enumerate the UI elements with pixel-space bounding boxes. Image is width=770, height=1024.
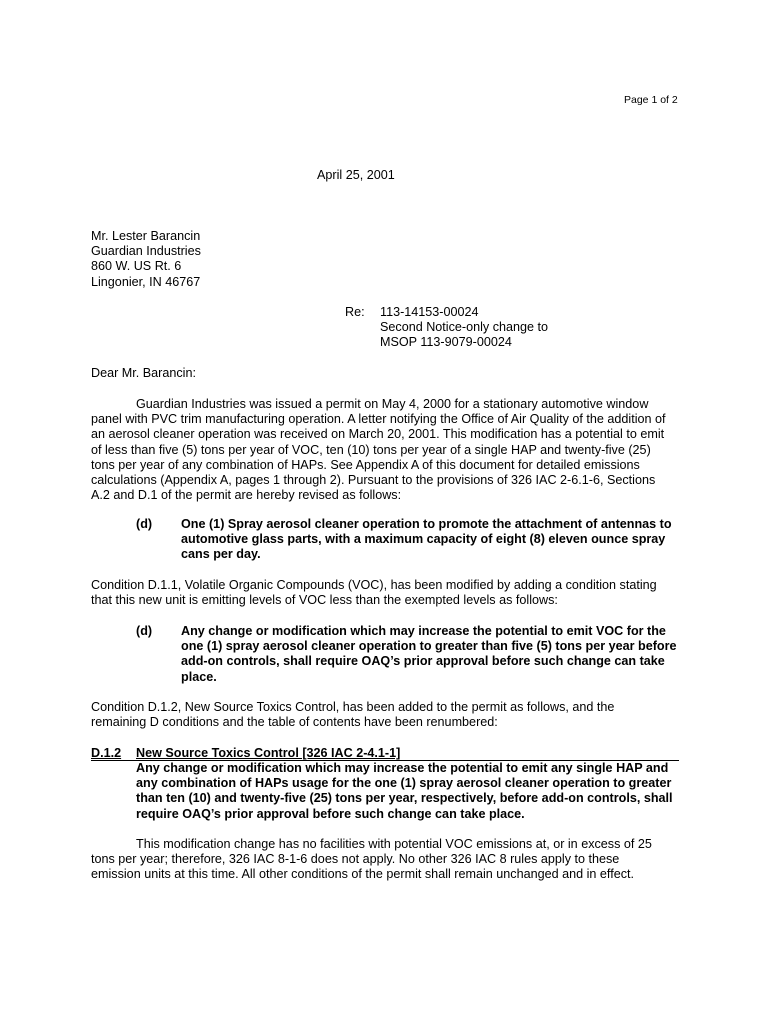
paragraph-line: remaining D conditions and the table of contents have been renumbered: [91,715,498,730]
paragraph-line: panel with PVC trim manufacturing operation. A letter notifying the Office of Air Quality of the addition of [91,412,666,427]
paragraph-line: calculations (Appendix A, pages 1 through 2). Pursuant to the provisions of 326 IAC 2-6.1-6, Sections [91,473,656,488]
paragraph-line: Guardian Industries was issued a permit on May 4, 2000 for a stationary automotive window [136,397,649,411]
re-label: Re: [345,305,365,319]
paragraph-line: of less than five (5) tons per year of VOC, ten (10) tons per year of a single HAP and twenty-five (25) [91,442,651,457]
condition-text [136,761,673,822]
paragraph-line: tons per year; therefore, 326 IAC 8-1-6 does not apply. No other 326 IAC 8 rules apply to these [91,852,620,867]
condition-line: Any change or modification which may increase the potential to emit any single HAP and [136,761,669,775]
paragraph-line: emission units at this time. All other conditions of the permit shall remain unchanged and in effect. [91,867,634,882]
item-2-text [181,624,677,685]
recipient-street: 860 W. US Rt. 6 [91,259,182,274]
paragraph-1 [91,397,686,503]
recipient-name: Mr. Lester Barancin [91,229,201,243]
paragraph-4 [91,837,686,883]
item-line: Any change or modification which may increase the potential to emit VOC for the [181,624,666,638]
item-1-text [181,517,672,563]
paragraph-line: Condition D.1.2, New Source Toxics Control, has been added to the permit as follows, and the [91,700,615,714]
item-line: one (1) spray aerosol cleaner operation to greater than five (5) tons per year before [181,639,677,654]
letter-date: April 25, 2001 [317,168,395,182]
paragraph-line: Condition D.1.1, Volatile Organic Compounds (VOC), has been modified by adding a condition stating [91,578,657,592]
salutation: Dear Mr. Barancin: [91,366,196,380]
recipient-address [91,229,201,290]
paragraph-line: This modification change has no facilities with potential VOC emissions at, or in excess of 25 [136,837,652,851]
condition-line: than ten (10) and twenty-five (25) tons per year, respectively, before add-on controls, shall [136,791,673,806]
item-line: automotive glass parts, with a maximum capacity of eight (8) eleven ounce spray [181,532,666,547]
paragraph-2 [91,578,686,608]
item-line: cans per day. [181,547,261,562]
re-line-1: 113-14153-00024 [380,305,479,319]
item-line: add-on controls, shall require OAQ’s prior approval before such change can take [181,654,665,669]
condition-number: D.1.2 [91,746,122,760]
item-1-label: (d) [136,517,153,531]
item-line: One (1) Spray aerosol cleaner operation to promote the attachment of antennas to [181,517,672,531]
paragraph-line: an aerosol cleaner operation was received on March 20, 2001. This modification has a potential to emit [91,427,665,442]
item-line: place. [181,669,217,684]
re-line-3: MSOP 113-9079-00024 [380,335,512,350]
page-number: Page 1 of 2 [624,94,678,106]
condition-line: require OAQ’s prior approval before such change can take place. [136,806,525,821]
paragraph-line: that this new unit is emitting levels of VOC less than the exempted levels as follows: [91,593,558,608]
paragraph-line: tons per year of any combination of HAPs. See Appendix A of this document for detailed emissions [91,457,640,472]
condition-line: any combination of HAPs usage for the one (1) spray aerosol cleaner operation to greater [136,776,672,791]
recipient-city: Lingonier, IN 46767 [91,274,201,289]
paragraph-line: A.2 and D.1 of the permit are hereby revised as follows: [91,488,402,503]
re-block [380,305,548,351]
recipient-company: Guardian Industries [91,244,201,259]
condition-title: New Source Toxics Control [326 IAC 2-4.1-1] [136,746,401,760]
paragraph-3 [91,700,686,730]
re-line-2: Second Notice-only change to [380,320,549,335]
item-2-label: (d) [136,624,153,638]
